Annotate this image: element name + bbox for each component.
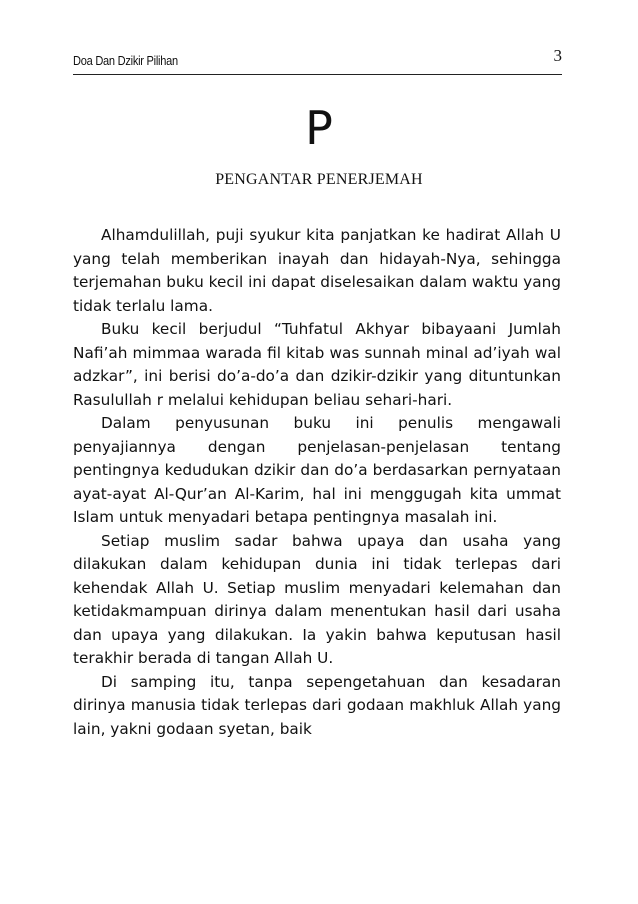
paragraph: Dalam penyusunan buku ini penulis mengawali penyajiannya dengan penjelasan-penjelasan tentang pentingnya kedudukan dzikir dan do’a berdasarkan pernyataan ayat-ayat Al-Qur’an Al-Karim, hal ini menggugah kita ummat Islam untuk menyadari betapa pentingnya masalah ini. bbox=[73, 414, 561, 526]
running-header bbox=[73, 44, 562, 75]
page-number: 3 bbox=[553, 46, 562, 65]
paragraph: Di samping itu, tanpa sepengetahuan dan kesadaran dirinya manusia tidak terlepas dari godaan makhluk Allah yang lain, yakni godaan syetan, baik bbox=[73, 672, 561, 738]
book-title: Doa Dan Dzikir Pilihan bbox=[73, 53, 178, 68]
paragraph: Buku kecil berjudul “Tuhfatul Akhyar bibayaani Jumlah Nafi’ah mimmaa warada fil kitab was sunnah minal ad’iyah wal adzkar”, ini berisi do’a-do’a dan dzikir-dzikir yang dituntunkan Rasulullah r melalui kehidupan beliau sehari-hari. bbox=[73, 320, 561, 409]
chapter-title: PENGANTAR PENERJEMAH bbox=[215, 171, 423, 188]
paragraph: Alhamdulillah, puji syukur kita panjatkan ke hadirat Allah U yang telah memberikan inayah dan hidayah-Nya, sehingga terjemahan buku kecil ini dapat diselesaikan dalam waktu yang tidak terlalu lama. bbox=[73, 226, 561, 315]
paragraph: Setiap muslim sadar bahwa upaya dan usaha yang dilakukan dalam kehidupan dunia ini tidak terlepas dari kehendak Allah U. Setiap muslim menyadari kelemahan dan ketidakmampuan dirinya dalam menentukan hasil dari usaha dan upaya yang dilakukan. Ia yakin bahwa keputusan hasil terakhir berada di tangan Allah U. bbox=[73, 531, 561, 667]
body-text bbox=[73, 224, 561, 741]
chapter-initial: P bbox=[305, 101, 333, 155]
